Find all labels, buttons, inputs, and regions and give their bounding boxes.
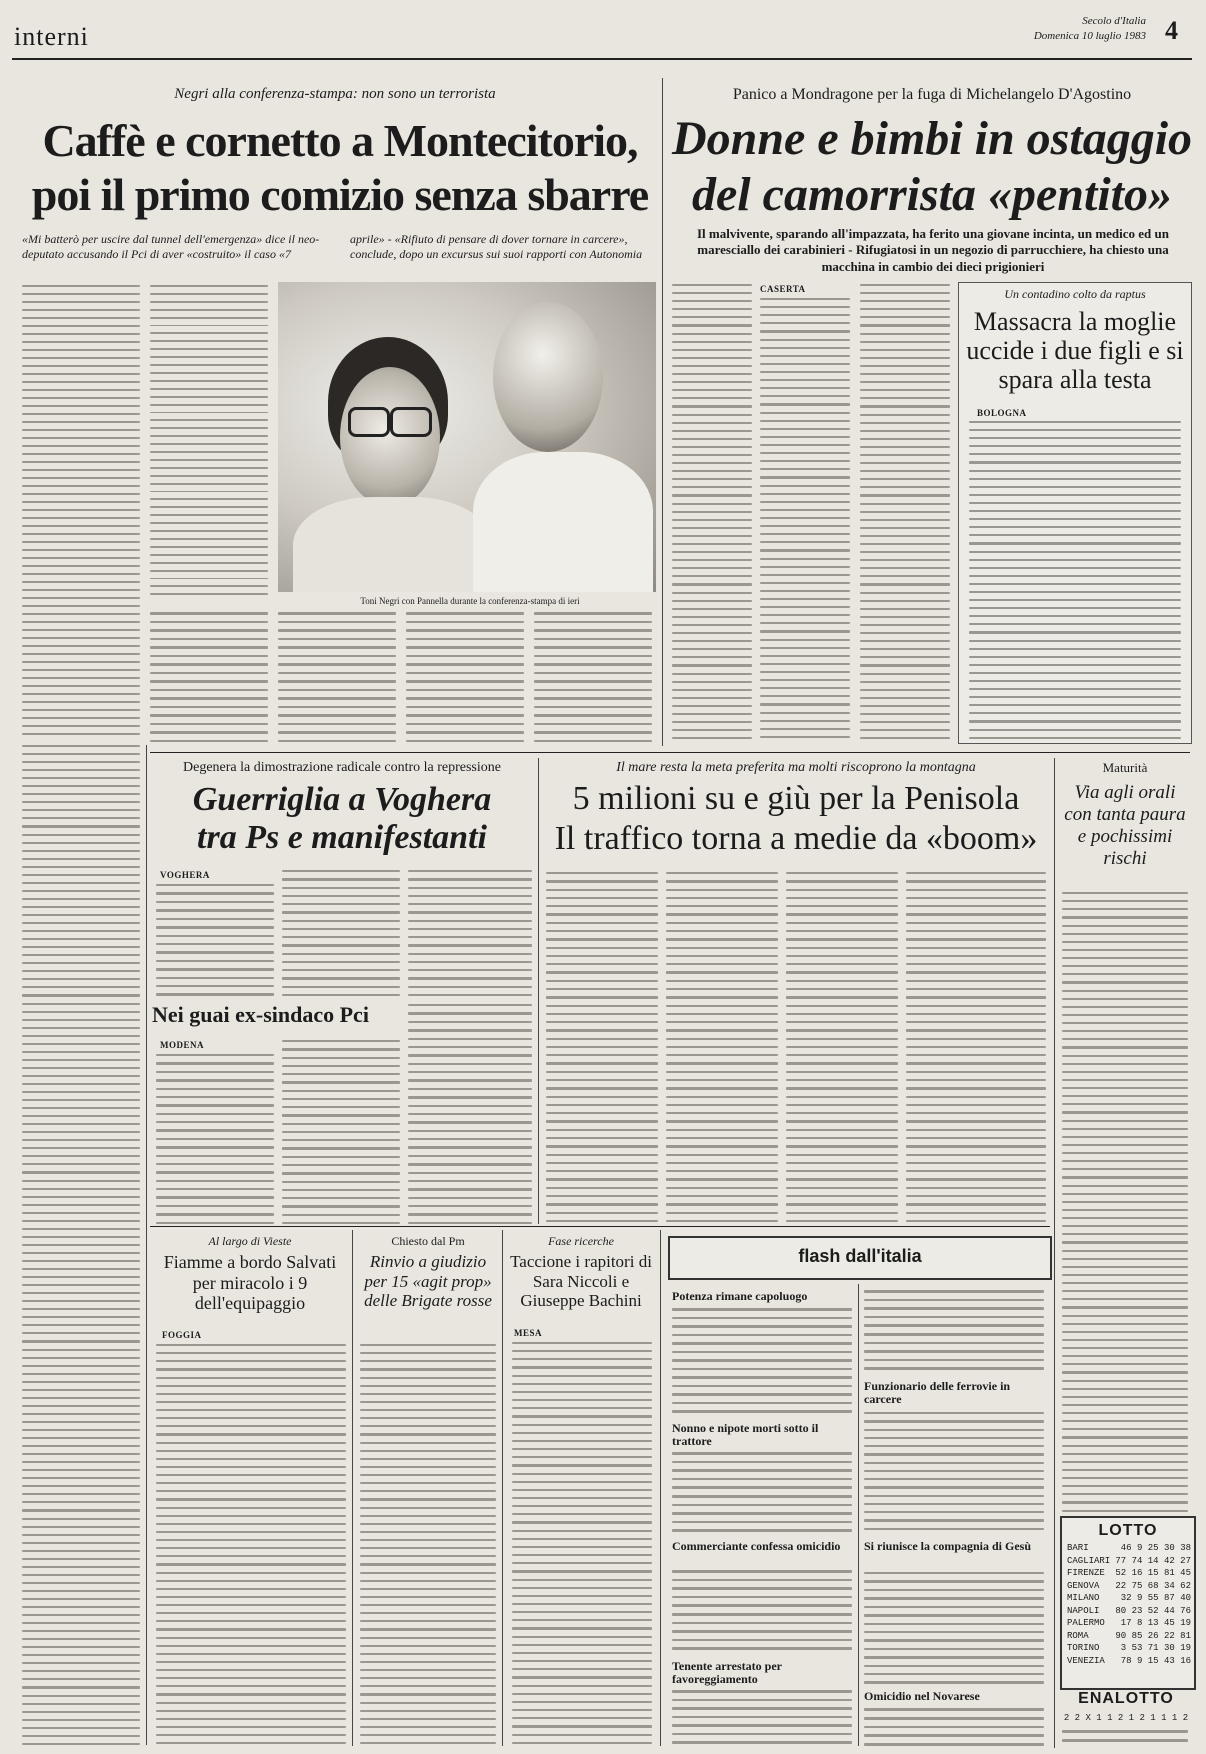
story4-headline-line1: Guerriglia a Voghera [192, 781, 492, 818]
story8-text [156, 1344, 346, 1744]
shoulder [473, 452, 653, 592]
story4-kicker: Degenera la dimostrazione radicale contro la repressione [183, 760, 501, 775]
column-divider [146, 745, 147, 1745]
story1-column-4 [278, 612, 396, 742]
lower-rule [150, 1226, 1050, 1227]
lotto-numbers: 46 9 25 30 38 [1120, 1543, 1191, 1553]
story8-headline: Fiamme a bordo Salvati per miracolo i 9 dell'equipaggio [163, 1252, 337, 1314]
column-divider [660, 1230, 661, 1746]
story2-dateline: CASERTA [760, 284, 806, 294]
flash-title-box [668, 1236, 1052, 1280]
lotto-row [1067, 1580, 1191, 1593]
story10-kicker: Fase ricerche [548, 1234, 614, 1248]
lotto-numbers: 80 23 52 44 76 [1115, 1605, 1191, 1616]
story9-text [360, 1344, 496, 1744]
story3-dateline: BOLOGNA [977, 408, 1027, 418]
column-divider [502, 1230, 503, 1746]
lotto-numbers: 17 8 13 45 19 [1120, 1618, 1191, 1628]
flash-item-5: Funzionario delle ferrovie in carcere [864, 1379, 1011, 1407]
flash-item-1-text [672, 1308, 852, 1413]
column-divider [352, 1230, 353, 1746]
story1-kicker: Negri alla conferenza-stampa: non sono un terrorista [174, 86, 496, 102]
story2-column-3 [860, 284, 950, 739]
story5-headline-line2: Il traffico torna a medie da «boom» [554, 820, 1038, 857]
story1-summary-left: «Mi batterò per uscire dal tunnel dell'emergenza» dice il neo-deputato accusando il Pci di aver «costruito» il caso «7 [22, 232, 320, 261]
lotto-numbers: 22 75 68 34 62 [1115, 1580, 1191, 1591]
lotto-numbers: 78 9 15 43 16 [1120, 1655, 1191, 1666]
flash-item-6-text [864, 1572, 1044, 1684]
shoulder [293, 497, 493, 592]
story6-kicker: Maturità [1102, 760, 1148, 775]
story1-column-6 [534, 612, 652, 742]
story10-text [512, 1342, 652, 1744]
glasses [348, 407, 390, 437]
column-divider [662, 78, 663, 746]
lotto-row [1067, 1630, 1191, 1643]
page-number: 4 [1165, 16, 1178, 45]
lotto-city: TORINO [1067, 1643, 1100, 1653]
lotto-row [1067, 1555, 1191, 1568]
enalotto-numbers: 2 2 X 1 1 2 1 2 1 1 1 2 [1063, 1713, 1189, 1723]
story4-headline-line2: tra Ps e manifestanti [197, 819, 487, 856]
story8-kicker: Al largo di Vieste [208, 1234, 292, 1248]
story1-column-3 [150, 612, 268, 742]
story4-dateline: VOGHERA [160, 870, 210, 880]
lotto-numbers: 32 9 55 87 40 [1120, 1593, 1191, 1603]
lotto-title: LOTTO [1098, 1522, 1158, 1539]
lotto-numbers: 90 85 26 22 81 [1115, 1630, 1191, 1641]
face [340, 367, 440, 507]
flash-item-7: Omicidio nel Novarese [864, 1689, 980, 1703]
lotto-numbers: 77 74 14 42 27 [1115, 1555, 1191, 1566]
flash-item-3: Commerciante confessa omicidio [672, 1539, 841, 1553]
story2-headline-line2: del camorrista «pentito» [692, 168, 1172, 221]
flash-item-1: Potenza rimane capoluogo [672, 1289, 808, 1303]
story3-box [958, 282, 1192, 744]
story1-column-1-cont [22, 745, 140, 1745]
lotto-city: VENEZIA [1067, 1655, 1105, 1666]
story6-text [1062, 892, 1188, 1512]
story3-headline: Massacra la moglie uccide i due figli e si spara alla testa [966, 307, 1184, 395]
lotto-table [1067, 1542, 1191, 1667]
story5-headline-line1: 5 milioni su e giù per la Penisola [572, 780, 1020, 817]
lotto-numbers: 3 53 71 30 19 [1120, 1643, 1191, 1653]
story6-headline: Via agli orali con tanta paura e pochissimi rischi [1064, 782, 1186, 869]
section-label: interni [14, 22, 89, 51]
negri-pannella-photo [278, 282, 656, 592]
story1-summary-right: aprile» - «Rifiuto di pensare di dover tornare in carcere», conclude, dopo un excursus sui suoi rapporti con Autonomia [350, 232, 643, 261]
lotto-city: GENOVA [1067, 1580, 1100, 1591]
lotto-city: ROMA [1067, 1630, 1089, 1641]
photo-caption: Toni Negri con Pannella durante la conferenza-stampa di ieri [360, 596, 580, 606]
lotto-row [1067, 1655, 1191, 1668]
story1-column-5 [406, 612, 524, 742]
lotto-numbers: 52 16 15 81 45 [1115, 1568, 1191, 1578]
lotto-row [1067, 1642, 1191, 1655]
story7-column-1 [156, 1054, 274, 1224]
lotto-row [1067, 1592, 1191, 1605]
newspaper-name: Secolo d'Italia [1082, 15, 1146, 27]
lotto-row [1067, 1567, 1191, 1580]
enalotto-title: ENALOTTO [1078, 1690, 1174, 1707]
flash-item-6: Si riunisce la compagnia di Gesù [864, 1539, 1032, 1553]
story2-kicker: Panico a Mondragone per la fuga di Michelangelo D'Agostino [732, 86, 1132, 103]
story5-column-3 [786, 872, 898, 1222]
lotto-row [1067, 1617, 1191, 1630]
story10-headline: Taccione i rapitori di Sara Niccoli e Giuseppe Bachini [510, 1252, 652, 1311]
story5-column-2 [666, 872, 778, 1222]
story1-headline-line1: Caffè e cornetto a Montecitorio, [42, 115, 638, 166]
story10-dateline: MESA [514, 1328, 543, 1338]
story5-column-4 [906, 872, 1046, 1222]
mid-rule [150, 752, 1190, 753]
glasses [390, 407, 432, 437]
column-divider [858, 1284, 859, 1746]
flash-item-4-text [672, 1690, 852, 1744]
flash-title: flash dall'italia [798, 1246, 922, 1266]
story2-column-2 [760, 298, 850, 738]
story4-column-3 [408, 870, 532, 996]
lotto-city: BARI [1067, 1543, 1089, 1553]
lotto-row [1067, 1605, 1191, 1618]
flash-item-3-text [672, 1570, 852, 1650]
face [493, 302, 603, 452]
story1-column-2 [150, 285, 268, 595]
column-divider [1054, 758, 1055, 1748]
story9-kicker: Chiesto dal Pm [391, 1234, 465, 1248]
flash-continued-text [864, 1290, 1044, 1370]
column-divider [538, 758, 539, 1224]
lotto-row [1067, 1542, 1191, 1555]
bottom-note-text [1062, 1730, 1188, 1748]
story4-column-2 [282, 870, 400, 996]
flash-item-7-text [864, 1708, 1044, 1746]
flash-item-5-text [864, 1412, 1044, 1530]
lotto-city: MILANO [1067, 1593, 1100, 1603]
lotto-city: PALERMO [1067, 1618, 1105, 1628]
story7-column-2 [282, 1040, 400, 1224]
lotto-city: NAPOLI [1067, 1605, 1100, 1616]
story7-headline: Nei guai ex-sindaco Pci [152, 1002, 369, 1027]
story7-dateline: MODENA [160, 1040, 204, 1050]
story2-column-1 [672, 284, 752, 739]
lotto-city: FIRENZE [1067, 1568, 1105, 1578]
story9-headline: Rinvio a giudizio per 15 «agit prop» delle Brigate rosse [364, 1252, 492, 1311]
story2-headline-line1: Donne e bimbi in ostaggio [671, 112, 1193, 165]
flash-item-2: Nonno e nipote morti sotto il trattore [672, 1421, 819, 1449]
story3-text [969, 421, 1181, 739]
story3-kicker: Un contadino colto da raptus [1004, 287, 1146, 301]
lotto-city: CAGLIARI [1067, 1555, 1111, 1566]
story1-headline-line2: poi il primo comizio senza sbarre [31, 169, 649, 220]
story7-column-3 [408, 1004, 532, 1224]
story8-dateline: FOGGIA [162, 1330, 202, 1340]
issue-date: Domenica 10 luglio 1983 [1033, 30, 1146, 42]
story1-column-1 [22, 285, 140, 735]
story4-column-1 [156, 884, 274, 996]
flash-item-2-text [672, 1452, 852, 1532]
header-rule [12, 58, 1192, 60]
story5-kicker: Il mare resta la meta preferita ma molti riscoprono la montagna [616, 760, 976, 775]
flash-item-4: Tenente arrestato per favoreggiamento [672, 1659, 782, 1687]
story5-column-1 [546, 872, 658, 1222]
story2-summary: Il malvivente, sparando all'impazzata, ha ferito una giovane incinta, un medico ed un maresciallo dei carabinieri - Rifugiatosi in un negozio di parrucchiere, ha chiesto una macchina in cambio dei dieci prigionieri [697, 226, 1169, 274]
lotto-box [1060, 1516, 1196, 1690]
